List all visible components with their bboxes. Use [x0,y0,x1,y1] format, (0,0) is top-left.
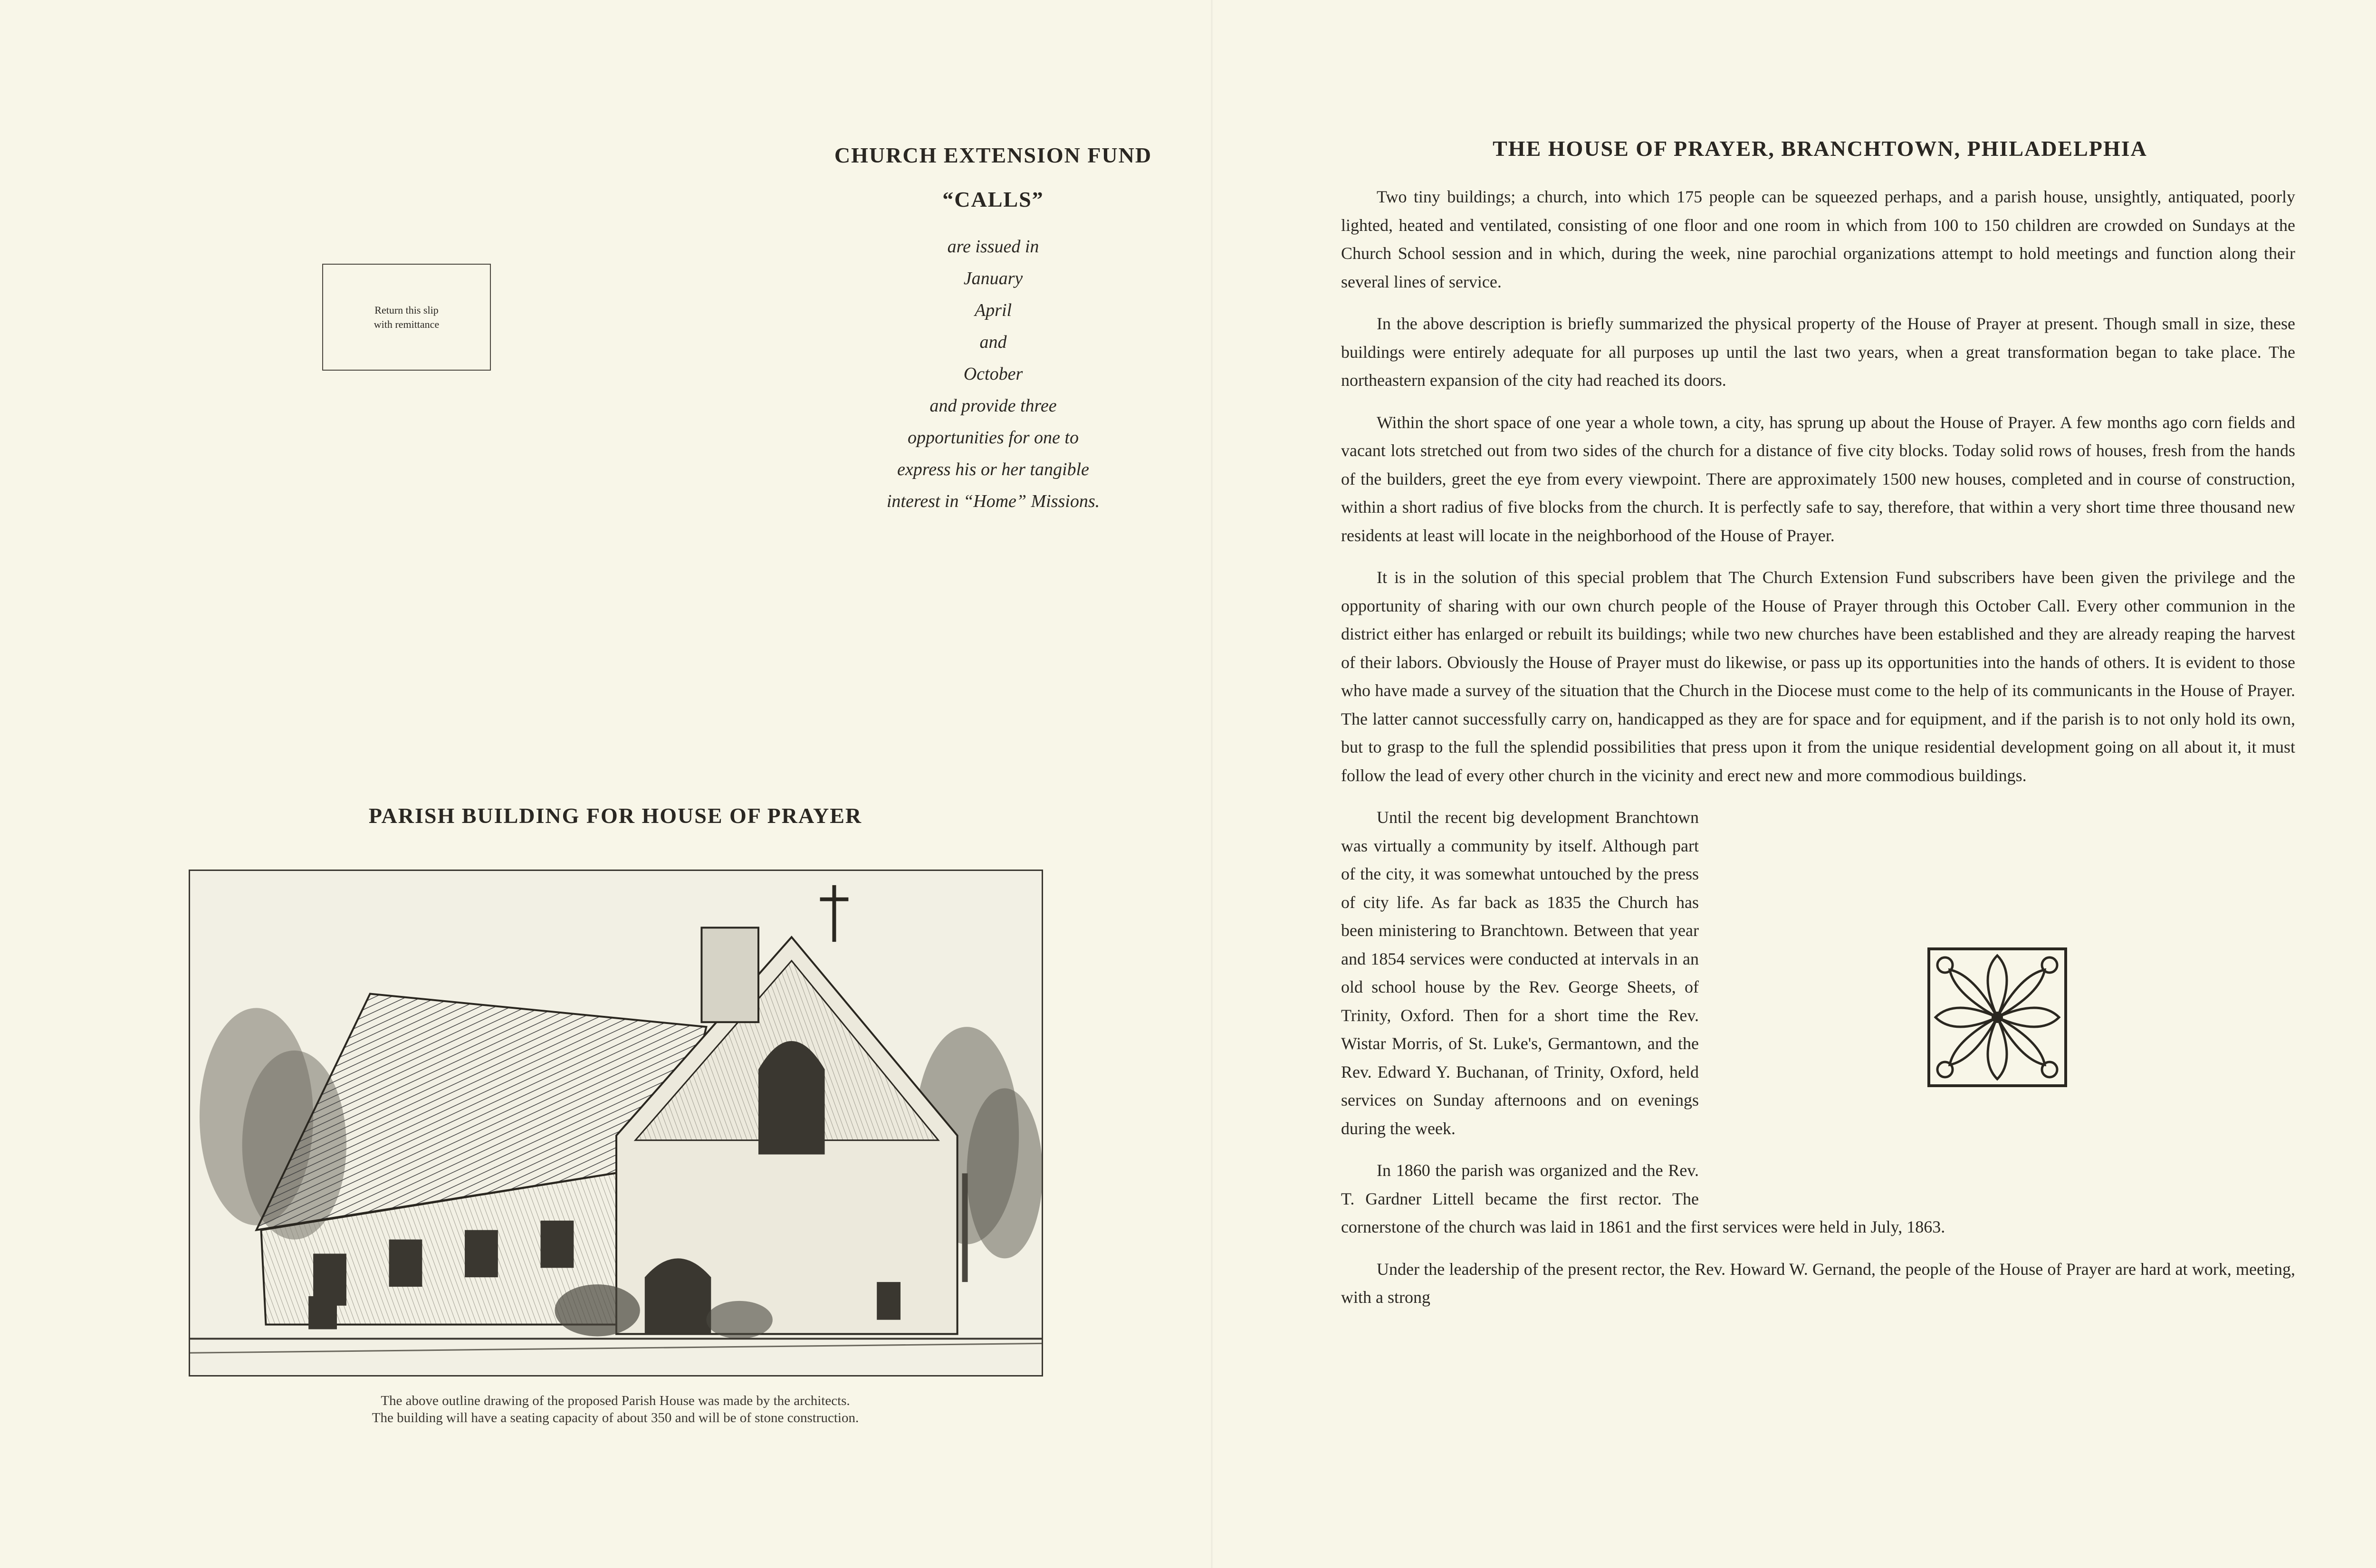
caption-line: The building will have a seating capacity of about 350 and will be of stone construction. [372,1410,859,1425]
calls-line: April [974,300,1012,320]
paragraph: Until the recent big development Branchtown was virtually a community by itself. Although part of the city, it was somewhat untouched by the press of city life. As far back as 1835 the Church has been ministering to Branchtown. Between that year and 1854 services were conducted at intervals in an old school house by the Rev. George Sheets, of Trinity, Oxford. Then for a short time the Rev. Wistar Morris, of St. Luke's, Germantown, and the Rev. Edward Y. Buchanan, of Trinity, Oxford, held services on Sunday afternoons and on evenings during the week. [1341,808,1699,1138]
calls-line: October [963,364,1023,384]
slip-text-line1: Return this slip [374,304,439,316]
paragraph: Within the short space of one year a whole town, a city, has sprung up about the House of Prayer. A few months ago corn fields and vacant lots stretched out from two sides of the church for a distance of five city blocks. Today solid rows of houses, fresh from the hands of the builders, greet the eye from every viewpoint. There are approximately 1500 new houses, completed and in course of construction, within a short radius of five blocks from the church. It is perfectly safe to say, therefore, that within a very short time three thousand new residents at least will locate in the neighborhood of the House of Prayer. [1341,412,2295,545]
paragraph: It is in the solution of this special problem that The Church Extension Fund subscribers have been given the privilege and the opportunity of sharing with our own church people of the House of Prayer through this October Call. Every other communion in the district either has enlarged or rebuilt its buildings; while two new churches have been established and they are already reaping the harvest of their labors. Obviously the House of Prayer must do likewise, or pass up its opportunities into the hands of others. It is evident to those who have made a survey of the situation that the Church in the Diocese must come to the help of its communicants in the House of Prayer. The latter cannot successfully carry on, handicapped as they are for space and for equipment, and if the parish is to not only hold its own, but to grasp to the full the splendid possibilities that press upon it from the unique residential development going on all about it, it must follow the lead of every other church in the vicinity and erect new and more commodious buildings. [1341,568,2295,785]
calls-line: express his or her tangible [897,459,1089,479]
calls-line: and [979,332,1007,352]
church-sketch-image [190,871,1042,1375]
parish-building-title: PARISH BUILDING FOR HOUSE OF PRAYER [368,803,862,828]
article-body [1341,183,2295,1326]
calls-line: opportunities for one to [908,428,1079,448]
article-title: THE HOUSE OF PRAYER, BRANCHTOWN, PHILADELPHIA [1493,136,2147,161]
drawing-caption [190,1392,1041,1426]
paragraph: Two tiny buildings; a church, into which 175 people can be squeezed perhaps, and a parish house, unsightly, antiquated, poorly lighted, heated and ventilated, consisting of one floor and one room in which from 100 to 150 children are crowded on Sundays at the Church School session and in which, during the week, nine parochial organizations attempt to hold meetings and function along their several lines of service. [1341,187,2295,291]
floral-ornament-icon [1926,946,2069,1089]
parish-house-drawing [189,870,1043,1377]
calls-line: and provide three [929,396,1057,416]
ornament-area [1699,832,2295,1193]
calls-line: are issued in [947,237,1039,257]
slip-text-line2: with remittance [374,318,440,330]
caption-line: The above outline drawing of the proposed Parish House was made by the architects. [381,1393,850,1408]
calls-block [779,143,1207,517]
calls-title: CHURCH EXTENSION FUND [834,143,1152,167]
paragraph: In the above description is briefly summarized the physical property of the House of Prayer at present. Though small in size, these buildings were entirely adequate for all purposes up until the last two years, when a great transformation began to take place. The northeastern expansion of the city had reached its doors. [1341,314,2295,390]
calls-line: January [963,268,1023,288]
paragraph: Under the leadership of the present rector, the Rev. Howard W. Gernand, the people of the House of Prayer are hard at work, meeting, with a strong [1341,1259,2295,1307]
calls-line: interest in “Home” Missions. [886,491,1100,511]
calls-subtitle: “CALLS” [942,187,1044,211]
paragraph: In 1860 the parish was organized and the Rev. T. Gardner Littell became the first rector. The cornerstone of the church was laid in 1861 and the first services were held in July, 1863. [1341,1161,1945,1236]
return-slip-box [322,264,491,371]
page-fold [1211,0,1213,1568]
